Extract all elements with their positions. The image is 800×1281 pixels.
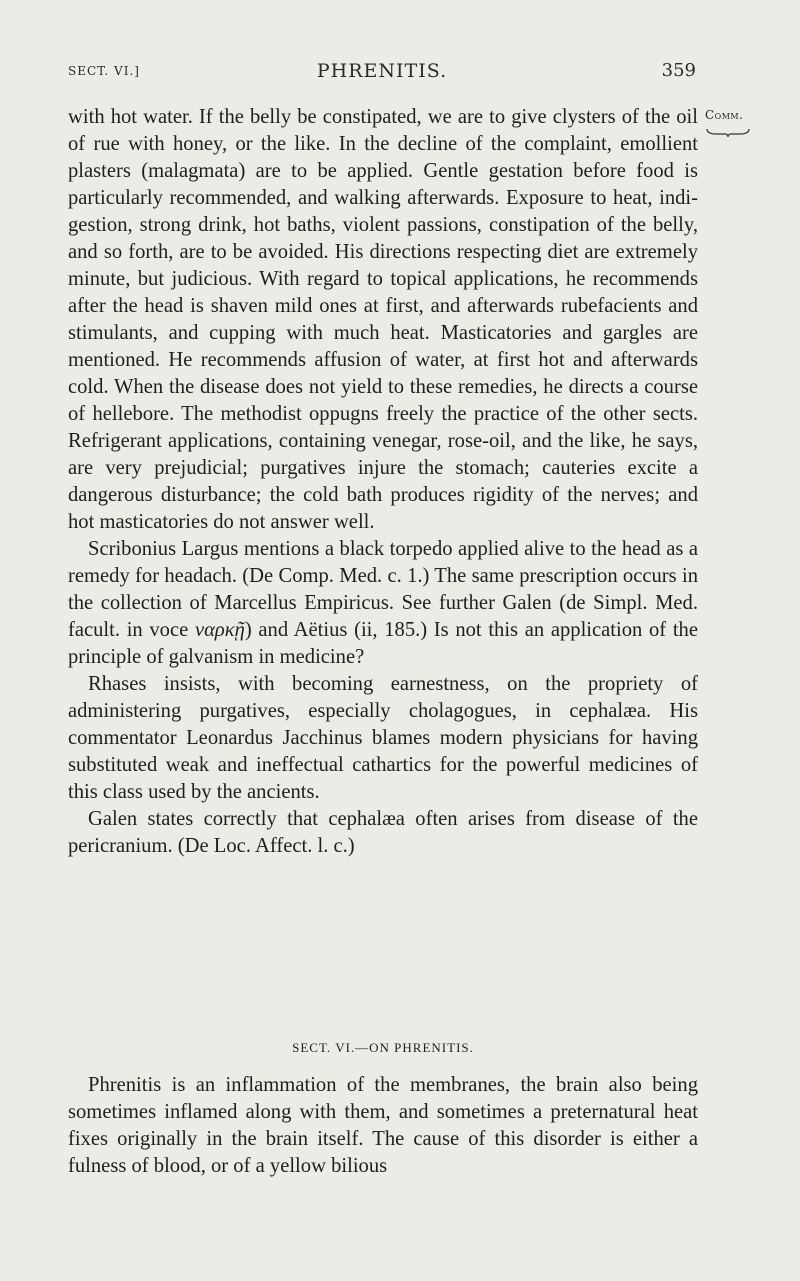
paragraph: with hot water. If the belly be constipated, we are to give clysters of the oil of rue with honey, or the like. In the decline of the complaint, emollient plasters (malagmata) are to be applied. Gentle gestation before food is particularly recommended, and walking afterwards. Exposure to heat, indigestion, strong drink, hot baths, violent passions, constipation of the belly, and so forth, are to be avoided. His directions respecting diet are extremely minute, but judicious. With regard to topical applications, he recommends after the head is shaven mild ones at first, and afterwards rubefacients and stimulants, and cupping with much heat. Masticatories and gargles are mentioned. He recommends affusion of water, at first hot and afterwards cold. When the disease does not yield to these remedies, he directs a course of hellebore. The methodist oppugns freely the practice of the other sects. Refrigerant applications, containing venegar, rose-oil, and the like, he says, are very prejudicial; purgatives injure the stomach; cauteries excite a dangerous disturbance; the cold bath produces rigidity of the nerves; and hot masticatories do not answer well. [68,106,698,533]
paragraph: Phrenitis is an inflammation of the membranes, the brain also being sometimes inflamed along with them, and sometimes a preternatural heat fixes originally in the brain itself. The cause of this disorder is either a fulness of blood, or of a yellow bilious [68,1074,698,1177]
section-heading: SECT. VI.—ON PHRENITIS. [292,1040,474,1055]
page-number: 359 [661,60,696,81]
running-head [68,60,696,86]
paragraph [68,536,698,671]
brace-icon [706,128,750,138]
paragraph: Galen states correctly that cephalæa often arises from disease of the pericranium. (De Loc. Affect. l. c.) [68,808,698,857]
main-text [68,104,698,860]
margin-note: Comm. [705,108,744,122]
section-ref: SECT. VI.] [68,64,140,78]
paragraph-text: ) and Aëtius (ii, 185.) Is not this an application of the principle of galvanism in medicine? [68,619,698,668]
page-title: PHRENITIS. [316,60,448,82]
paragraph-text: Scribonius Largus mentions a black torpedo applied alive to the head as a remedy for headach. (De Comp. Med. c. 1.) The same prescription occurs in the collection of Marcellus Empiricus. See further Galen (de Simpl. Med. facult. in voce [68,538,698,641]
paragraph: Rhases insists, with becoming earnestness, on the propriety of administering purgatives, especially cholagogues, in cephalæa. His commentator Leonardus Jacchinus blames modern physicians for having substituted weak and ineffectual cathartics for the powerful medicines of this class used by the ancients. [68,673,698,803]
greek-word: ναρκῇ [194,619,245,641]
section-text [68,1072,698,1180]
